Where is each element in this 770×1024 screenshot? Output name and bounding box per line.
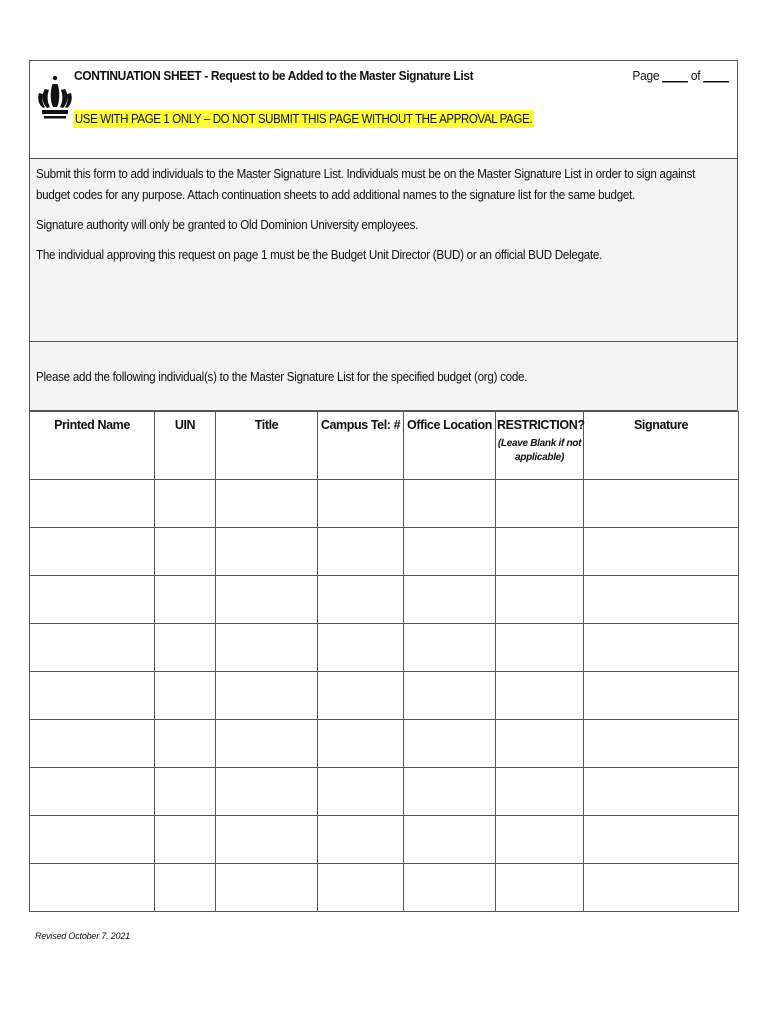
restriction-cell[interactable] (496, 768, 584, 816)
office-location-cell[interactable] (404, 816, 496, 864)
instruction-paragraph: Signature authority will only be granted to Old Dominion University employees. (36, 218, 419, 232)
page-total-blank[interactable]: ____ (703, 68, 729, 83)
signature-cell[interactable] (584, 864, 739, 912)
signature-cell[interactable] (584, 720, 739, 768)
restriction-note: (Leave Blank if not applicable) (497, 438, 582, 463)
campus-tel-cell[interactable] (318, 720, 404, 768)
restriction-cell[interactable] (496, 624, 584, 672)
warning-banner: USE WITH PAGE 1 ONLY – DO NOT SUBMIT THIS PAGE WITHOUT THE APPROVAL PAGE. (74, 112, 533, 126)
column-header-signature: Signature (584, 412, 739, 480)
column-header-uin: UIN (155, 412, 216, 480)
title-cell[interactable] (216, 672, 318, 720)
title-cell[interactable] (216, 480, 318, 528)
office-location-cell[interactable] (404, 672, 496, 720)
uin-cell[interactable] (155, 528, 216, 576)
campus-tel-cell[interactable] (318, 624, 404, 672)
campus-tel-cell[interactable] (318, 576, 404, 624)
signature-cell[interactable] (584, 528, 739, 576)
title-cell[interactable] (216, 576, 318, 624)
title-cell[interactable] (216, 624, 318, 672)
office-location-cell[interactable] (404, 576, 496, 624)
request-statement (29, 342, 738, 411)
title-cell[interactable] (216, 816, 318, 864)
table-row (30, 528, 739, 576)
table-row (30, 624, 739, 672)
page-title: CONTINUATION SHEET - Request to be Added to the Master Signature List (74, 68, 474, 83)
signature-cell[interactable] (584, 816, 739, 864)
campus-tel-cell[interactable] (318, 768, 404, 816)
instruction-paragraph: The individual approving this request on page 1 must be the Budget Unit Director (BUD) or an official BUD Delegate. (36, 248, 603, 262)
office-location-cell[interactable] (404, 624, 496, 672)
signature-cell[interactable] (584, 672, 739, 720)
printed-name-cell[interactable] (30, 528, 155, 576)
restriction-cell[interactable] (496, 576, 584, 624)
uin-cell[interactable] (155, 768, 216, 816)
request-text: Please add the following individual(s) to the Master Signature List for the specified budget (org) code. (36, 370, 528, 384)
table-row (30, 720, 739, 768)
title-cell[interactable] (216, 768, 318, 816)
uin-cell[interactable] (155, 576, 216, 624)
crown-icon (37, 73, 73, 123)
signature-cell[interactable] (584, 576, 739, 624)
table-row (30, 768, 739, 816)
office-location-cell[interactable] (404, 480, 496, 528)
printed-name-cell[interactable] (30, 672, 155, 720)
form-header (29, 60, 738, 158)
column-header-restriction: RESTRICTION? (Leave Blank if not applicable) (496, 412, 584, 480)
page-label: Page (632, 68, 660, 83)
instruction-paragraph: Submit this form to add individuals to the Master Signature List. Individuals must be on the Master Signature List in order to sign against budget codes for any purpose. Attach continuation sheets to add additional names to the signature list for the same budget. (36, 167, 696, 202)
printed-name-cell[interactable] (30, 720, 155, 768)
office-location-cell[interactable] (404, 768, 496, 816)
office-location-cell[interactable] (404, 864, 496, 912)
column-header-title: Title (216, 412, 318, 480)
signature-cell[interactable] (584, 768, 739, 816)
table-row (30, 480, 739, 528)
office-location-cell[interactable] (404, 720, 496, 768)
column-header-printed-name: Printed Name (30, 412, 155, 480)
uin-cell[interactable] (155, 864, 216, 912)
title-cell[interactable] (216, 864, 318, 912)
restriction-cell[interactable] (496, 720, 584, 768)
uin-cell[interactable] (155, 720, 216, 768)
printed-name-cell[interactable] (30, 576, 155, 624)
campus-tel-cell[interactable] (318, 528, 404, 576)
table-row (30, 864, 739, 912)
revision-date: Revised October 7, 2021 (35, 931, 130, 941)
table-row (30, 576, 739, 624)
table-row (30, 672, 739, 720)
restriction-cell[interactable] (496, 480, 584, 528)
of-label: of (691, 68, 701, 83)
page-number-blank[interactable]: ____ (662, 68, 688, 83)
page-number-field[interactable] (633, 68, 729, 83)
signature-cell[interactable] (584, 480, 739, 528)
printed-name-cell[interactable] (30, 480, 155, 528)
uin-cell[interactable] (155, 672, 216, 720)
printed-name-cell[interactable] (30, 816, 155, 864)
restriction-cell[interactable] (496, 672, 584, 720)
printed-name-cell[interactable] (30, 864, 155, 912)
column-header-office-location: Office Location (404, 412, 496, 480)
form-sheet (29, 60, 738, 912)
campus-tel-cell[interactable] (318, 864, 404, 912)
title-cell[interactable] (216, 528, 318, 576)
campus-tel-cell[interactable] (318, 816, 404, 864)
title-cell[interactable] (216, 720, 318, 768)
printed-name-cell[interactable] (30, 624, 155, 672)
restriction-cell[interactable] (496, 528, 584, 576)
campus-tel-cell[interactable] (318, 480, 404, 528)
restriction-cell[interactable] (496, 864, 584, 912)
uin-cell[interactable] (155, 480, 216, 528)
column-header-campus-tel: Campus Tel: # (318, 412, 404, 480)
signature-cell[interactable] (584, 624, 739, 672)
instructions-box (29, 158, 738, 342)
restriction-cell[interactable] (496, 816, 584, 864)
table-row (30, 816, 739, 864)
campus-tel-cell[interactable] (318, 672, 404, 720)
printed-name-cell[interactable] (30, 768, 155, 816)
signature-table (29, 411, 739, 912)
table-header-row (30, 412, 739, 480)
uin-cell[interactable] (155, 624, 216, 672)
office-location-cell[interactable] (404, 528, 496, 576)
uin-cell[interactable] (155, 816, 216, 864)
